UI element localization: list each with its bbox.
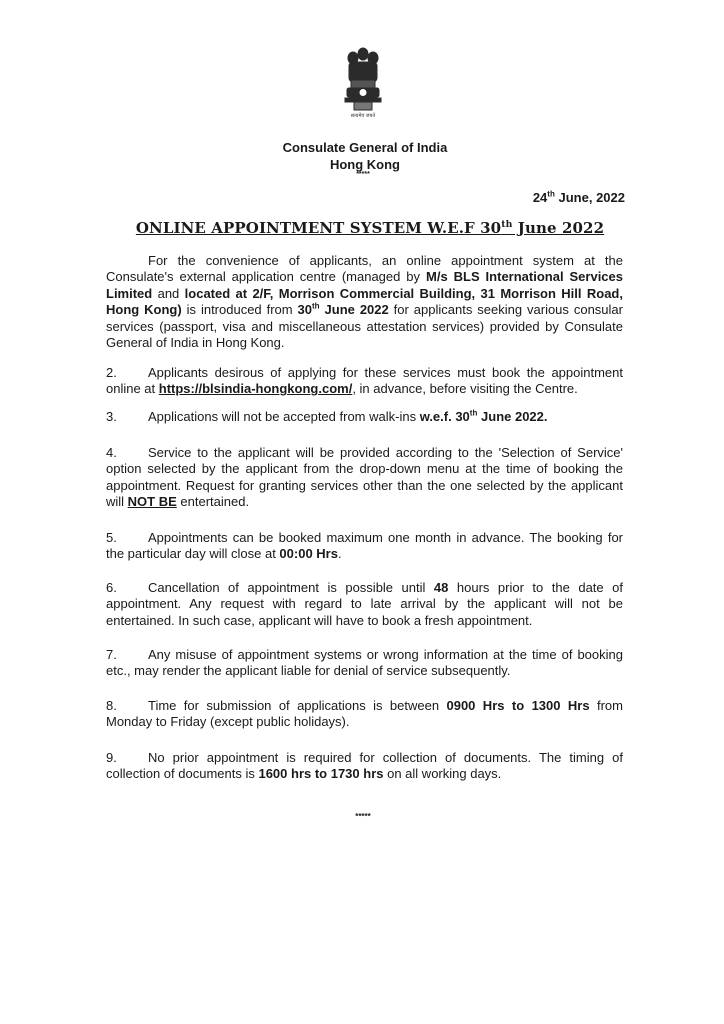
paragraph-2: 2. Applicants desirous of applying for these services must book the appointment online at https://blsindia-hongkong.com/, in advance, before visiting the Centre. xyxy=(106,365,623,397)
paragraph-4: 4. Service to the applicant will be provided according to the 'Selection of Service' option selected by the applicant from the drop-down menu at the time of booking the appointment. Request for granting services other than the one selected by the applicant will NOT BE entertained. xyxy=(106,445,623,510)
appointment-website-link[interactable]: https://blsindia-hongkong.com/ xyxy=(158,381,353,397)
paragraph-6: 6. Cancellation of appointment is possible until 48 hours prior to the date of appointment. Any request with regard to late arrival by the applicant will not be entertained. In such case, applicant will have to book a fresh appointment. xyxy=(106,580,623,628)
office-name: Consulate General of India xyxy=(282,140,448,155)
document-date: 24th June, 2022 xyxy=(532,189,625,205)
paragraph-9: 9. No prior appointment is required for collection of documents. The timing of collection of documents is 1600 hrs to 1730 hrs on all working days. xyxy=(106,750,623,782)
paragraph-1: For the convenience of applicants, an online appointment system at the Consulate's external application centre (managed by M/s BLS International Services Limited and located at 2/F, Morrison Commercial Building, 31 Morrison Hill Road, Hong Kong) is introduced from 30th June 2022 for applicants seeking various consular services (passport, visa and miscellaneous attestation services) provided by Consulate General of India in Hong Kong. xyxy=(106,253,623,351)
paragraph-7: 7. Any misuse of appointment systems or wrong information at the time of booking etc., may render the applicant liable for denial of service subsequently. xyxy=(106,647,623,679)
paragraph-5: 5. Appointments can be booked maximum one month in advance. The booking for the particular day will close at 00:00 Hrs. xyxy=(106,530,623,562)
footer-separator: ***** xyxy=(355,812,371,821)
emblem-motto: सत्यमेव जयते xyxy=(350,113,376,119)
national-emblem-icon xyxy=(340,44,386,122)
office-city: Hong Kong xyxy=(329,157,401,172)
document-title: ONLINE APPOINTMENT SYSTEM W.E.F 30th June 2022 xyxy=(135,219,605,237)
paragraph-8: 8. Time for submission of applications is between 0900 Hrs to 1300 Hrs from Monday to Friday (except public holidays). xyxy=(106,698,623,730)
paragraph-3: 3. Applications will not be accepted from walk-ins w.e.f. 30th June 2022. xyxy=(106,408,548,424)
header-separator: ***** xyxy=(356,171,370,178)
